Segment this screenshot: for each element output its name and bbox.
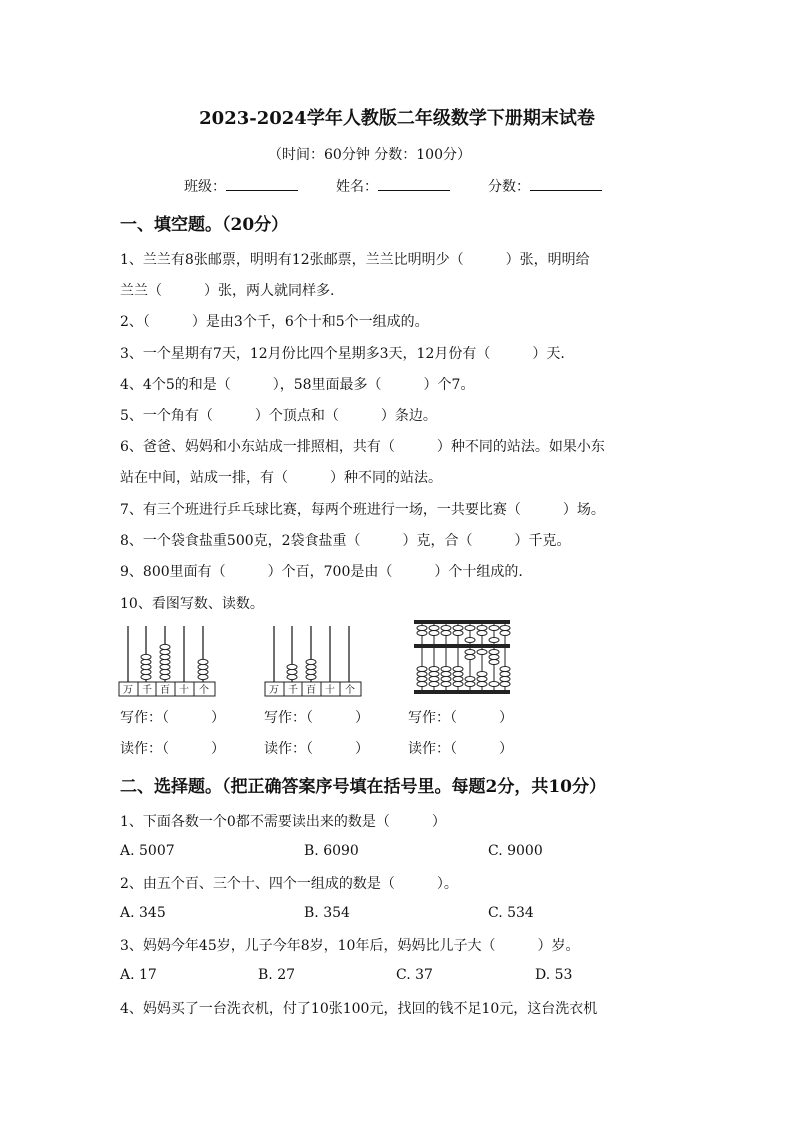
choice-option[interactable]: B. 27 — [258, 967, 296, 983]
counting-frame-2 — [264, 622, 364, 698]
choice-question: 4、妈妈买了一台洗衣机，付了10张100元，找回的钱不足10元，这台洗衣机 — [120, 1001, 598, 1017]
read-answer-2[interactable]: 读作：（ ） — [264, 741, 369, 757]
place-label: 个 — [345, 685, 355, 696]
choice-option[interactable]: B. 6090 — [304, 843, 359, 859]
section2-heading: 二、选择题。（把正确答案序号填在括号里。每题2分，共10分） — [120, 777, 606, 797]
choice-option[interactable]: A. 345 — [120, 905, 166, 921]
choice-option[interactable]: C. 37 — [396, 967, 433, 983]
choice-question: 1、下面各数一个0都不需要读出来的数是（ ） — [120, 814, 446, 830]
choice-option[interactable]: C. 534 — [488, 905, 534, 921]
name-blank[interactable] — [378, 178, 450, 191]
choice-option[interactable]: B. 354 — [304, 905, 350, 921]
question-line: 8、一个袋食盐重500克，2袋食盐重（ ）克，合（ ）千克。 — [120, 533, 571, 549]
question-line: 1、兰兰有8张邮票，明明有12张邮票，兰兰比明明少（ ）张，明明给 — [120, 252, 590, 268]
question-line: 4、4个5的和是（ ），58里面最多（ ）个7。 — [120, 377, 475, 393]
read-answer-3[interactable]: 读作：（ ） — [408, 741, 513, 757]
choice-option[interactable]: A. 17 — [120, 967, 157, 983]
place-label: 千 — [288, 685, 298, 696]
question-line: 2、（ ）是由3个千，6个十和5个一组成的。 — [120, 314, 429, 330]
question-line: 5、一个角有（ ）个顶点和（ ）条边。 — [120, 408, 437, 424]
question-line: 站在中间，站成一排，有（ ）种不同的站法。 — [120, 470, 442, 486]
place-label: 百 — [160, 685, 170, 696]
place-label: 千 — [142, 685, 152, 696]
question-line: 10、看图写数、读数。 — [120, 596, 264, 612]
place-label: 百 — [306, 685, 316, 696]
write-answer-2[interactable]: 写作：（ ） — [264, 710, 369, 726]
exam-title: 2023-2024学年人教版二年级数学下册期末试卷 — [199, 108, 595, 129]
question-line: 3、一个星期有7天，12月份比四个星期多3天，12月份有（ ）天. — [120, 346, 565, 362]
score-label: 分数： — [488, 179, 530, 195]
abacus — [412, 618, 512, 698]
place-label: 个 — [199, 685, 209, 696]
choice-option[interactable]: C. 9000 — [488, 843, 543, 859]
name-label: 姓名： — [336, 179, 378, 195]
name-field — [336, 176, 450, 196]
question-line: 兰兰（ ）张，两人就同样多. — [120, 283, 335, 299]
section1-heading: 一、填空题。（20分） — [120, 215, 289, 235]
place-label: 十 — [179, 685, 189, 696]
score-blank[interactable] — [530, 178, 602, 191]
question-line: 9、800里面有（ ）个百，700是由（ ）个十组成的. — [120, 564, 523, 580]
class-label: 班级： — [184, 179, 226, 195]
place-label: 万 — [269, 685, 279, 696]
class-blank[interactable] — [226, 178, 298, 191]
choice-question: 3、妈妈今年45岁，儿子今年8岁，10年后，妈妈比儿子大（ ）岁。 — [120, 938, 580, 954]
counting-frame-1 — [118, 622, 218, 698]
write-answer-3[interactable]: 写作：（ ） — [408, 710, 513, 726]
score-field — [488, 176, 602, 196]
read-answer-1[interactable]: 读作：（ ） — [120, 741, 225, 757]
class-field — [184, 176, 298, 196]
question-line: 6、爸爸、妈妈和小东站成一排照相，共有（ ）种不同的站法。如果小东 — [120, 439, 605, 455]
write-answer-1[interactable]: 写作：（ ） — [120, 710, 225, 726]
exam-subtitle: （时间：60分钟 分数：100分） — [268, 147, 471, 163]
choice-option[interactable]: D. 53 — [535, 967, 573, 983]
place-label: 万 — [123, 685, 133, 696]
place-label: 十 — [325, 685, 335, 696]
choice-question: 2、由五个百、三个十、四个一组成的数是（ ）。 — [120, 876, 458, 892]
question-line: 7、有三个班进行乒乓球比赛，每两个班进行一场，一共要比赛（ ）场。 — [120, 502, 605, 518]
choice-option[interactable]: A. 5007 — [120, 843, 175, 859]
